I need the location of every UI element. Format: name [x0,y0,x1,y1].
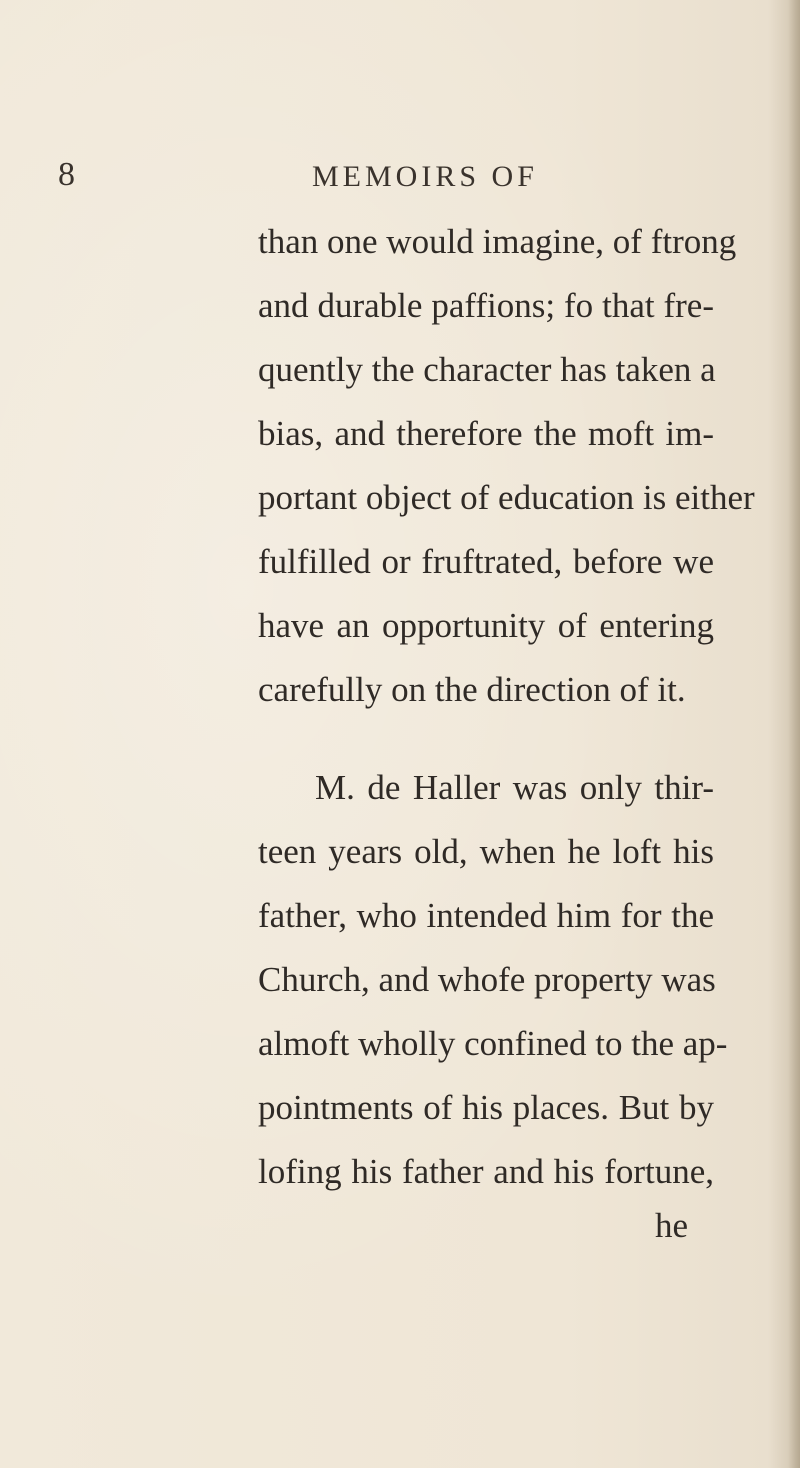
text-line: lofing his father and his fortune, [258,1152,714,1191]
running-head: MEMOIRS OF [312,160,538,193]
text-line: teen years old, when he loft his [258,832,714,871]
text-line: and durable paffions; fo that fre- [258,286,714,325]
text-line [315,766,714,810]
text-line: pointments of his places. But by [258,1088,714,1127]
text-line: Church, and whofe property was [258,960,716,999]
catchword: he [655,1206,689,1245]
page-header [0,150,800,200]
text-line: carefully on the direction of it. [258,670,686,709]
text-line: father, who intended him for the [258,896,714,935]
text-line: fulfilled or fruftrated, before we [258,542,714,581]
paragraph-opening: M. de Haller was only thir- [315,768,714,807]
text-line: quently the character has taken a [258,350,716,389]
text-line: have an opportunity of entering [258,606,714,645]
text-line: almoft wholly confined to the ap- [258,1024,728,1063]
page-number: 8 [58,156,76,193]
text-line: bias, and therefore the moft im- [258,414,714,453]
page-edge [788,0,800,1468]
text-line: portant object of education is either [258,478,755,517]
text-line: than one would imagine, of ftrong [258,222,737,261]
